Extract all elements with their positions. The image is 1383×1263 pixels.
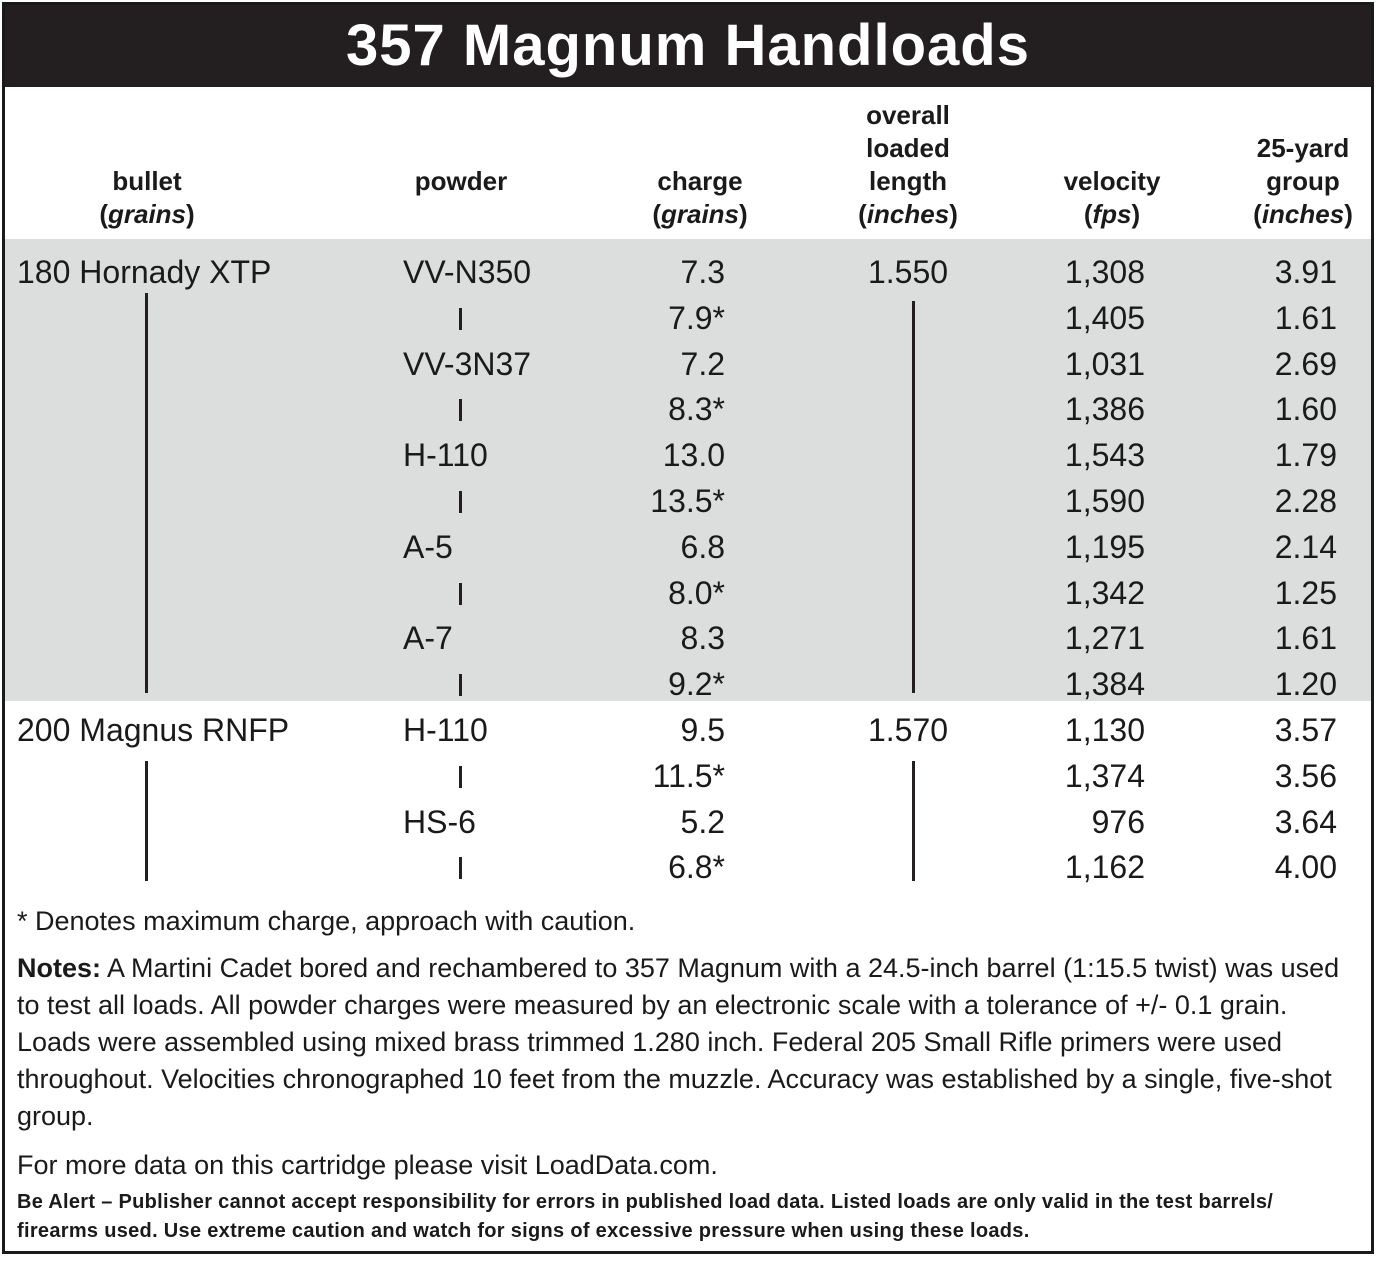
cell-group: 2.28 bbox=[1274, 483, 1337, 519]
bullet-continuation-line bbox=[145, 761, 148, 881]
header-bullet: bullet (grains) bbox=[99, 166, 195, 229]
table-row bbox=[5, 524, 1371, 570]
cell-charge: 9.5 bbox=[680, 712, 725, 748]
cell-group: 1.60 bbox=[1274, 391, 1337, 427]
caution-disclaimer: Be Alert – Publisher cannot accept responsibility for errors in published load data. Listed loads are only valid in the test barrels/ firearms used. Use extreme caution and watch for signs of excessive pressure when using these loads. bbox=[17, 1191, 1274, 1242]
oal-continuation-line bbox=[912, 761, 915, 881]
header-powder: powder bbox=[414, 166, 508, 196]
cell-group: 1.61 bbox=[1274, 620, 1337, 656]
bullet-continuation-line bbox=[145, 293, 148, 693]
powder-continuation-tick bbox=[459, 583, 462, 605]
cell-velocity: 1,543 bbox=[1064, 437, 1145, 473]
cell-powder: A-5 bbox=[403, 529, 453, 565]
table-row bbox=[5, 341, 1371, 387]
cell-charge: 6.8 bbox=[680, 529, 725, 565]
table-row bbox=[5, 753, 1371, 799]
cell-overall-length: 1.550 bbox=[867, 254, 949, 290]
cell-group: 1.20 bbox=[1274, 666, 1337, 702]
cell-powder: HS-6 bbox=[403, 804, 476, 840]
header-overall-loaded-length: overall loaded length (inches) bbox=[858, 100, 958, 229]
powder-continuation-tick bbox=[459, 399, 462, 421]
cell-charge: 5.2 bbox=[680, 804, 725, 840]
cell-group: 3.56 bbox=[1274, 758, 1337, 794]
header-charge: charge (grains) bbox=[652, 166, 748, 229]
cell-velocity: 976 bbox=[1091, 804, 1145, 840]
table-row bbox=[5, 844, 1371, 890]
cell-charge: 13.5* bbox=[650, 483, 725, 519]
cell-charge: 9.2* bbox=[668, 666, 725, 702]
more-data-link-text: For more data on this cartridge please visit LoadData.com. bbox=[17, 1150, 718, 1180]
table-row bbox=[5, 615, 1371, 661]
cell-group: 3.64 bbox=[1274, 804, 1337, 840]
cell-powder: A-7 bbox=[403, 620, 453, 656]
cell-bullet: 200 Magnus RNFP bbox=[17, 712, 290, 748]
header-velocity: velocity (fps) bbox=[1063, 166, 1161, 229]
cell-charge: 8.3 bbox=[680, 620, 725, 656]
cell-charge: 6.8* bbox=[668, 849, 725, 885]
cell-charge: 7.2 bbox=[680, 346, 725, 382]
cell-overall-length: 1.570 bbox=[867, 712, 949, 748]
notes-label: Notes: bbox=[17, 953, 102, 983]
table-row bbox=[5, 249, 1371, 295]
cell-group: 4.00 bbox=[1274, 849, 1337, 885]
cell-powder: VV-N350 bbox=[403, 254, 532, 290]
cell-velocity: 1,405 bbox=[1064, 300, 1145, 336]
powder-continuation-tick bbox=[459, 674, 462, 696]
cell-velocity: 1,386 bbox=[1064, 391, 1145, 427]
cell-group: 1.25 bbox=[1274, 575, 1337, 611]
page-title: 357 Magnum Handloads bbox=[5, 5, 1371, 87]
table-row bbox=[5, 432, 1371, 478]
notes-paragraph bbox=[17, 950, 1359, 1135]
cell-charge: 8.3* bbox=[668, 391, 725, 427]
cell-powder: VV-3N37 bbox=[403, 346, 532, 382]
table-row bbox=[5, 707, 1371, 753]
oal-continuation-line bbox=[912, 301, 915, 693]
cell-velocity: 1,384 bbox=[1064, 666, 1145, 702]
powder-continuation-tick bbox=[459, 766, 462, 788]
cell-velocity: 1,308 bbox=[1064, 254, 1145, 290]
cell-powder: H-110 bbox=[403, 712, 488, 748]
table-row bbox=[5, 570, 1371, 616]
cell-group: 1.61 bbox=[1274, 300, 1337, 336]
cell-velocity: 1,271 bbox=[1064, 620, 1145, 656]
powder-continuation-tick bbox=[459, 308, 462, 330]
table-row bbox=[5, 661, 1371, 707]
cell-velocity: 1,374 bbox=[1064, 758, 1145, 794]
cell-velocity: 1,590 bbox=[1064, 483, 1145, 519]
cell-charge: 8.0* bbox=[668, 575, 725, 611]
powder-continuation-tick bbox=[459, 491, 462, 513]
cell-powder: H-110 bbox=[403, 437, 488, 473]
cell-group: 1.79 bbox=[1274, 437, 1337, 473]
cell-charge: 11.5* bbox=[652, 758, 725, 794]
header-25-yard-group: 25-yard group (inches) bbox=[1253, 133, 1353, 229]
powder-continuation-tick bbox=[459, 857, 462, 879]
notes-text: A Martini Cadet bored and rechambered to 357 Magnum with a 24.5-inch barrel (1:15.5 twist) was used to test all loads. All powder charges were measured by an electronic scale with a tolerance of +/- 0.1 grain. Loads were assembled using mixed brass trimmed 1.280 inch. Federal 205 Small Rifle primers were used throughout. Velocities chronographed 10 feet from the muzzle. Accuracy was established by a single, five-shot group. bbox=[17, 953, 1340, 1131]
footnote-max-charge: * Denotes maximum charge, approach with caution. bbox=[17, 906, 636, 936]
cell-group: 3.57 bbox=[1274, 712, 1337, 748]
cell-velocity: 1,162 bbox=[1064, 849, 1145, 885]
column-headers bbox=[5, 89, 1371, 231]
table-row bbox=[5, 295, 1371, 341]
cell-group: 2.14 bbox=[1274, 529, 1337, 565]
cell-charge: 13.0 bbox=[662, 437, 725, 473]
cell-velocity: 1,031 bbox=[1064, 346, 1145, 382]
cell-velocity: 1,342 bbox=[1064, 575, 1145, 611]
cell-group: 3.91 bbox=[1274, 254, 1337, 290]
cell-velocity: 1,195 bbox=[1064, 529, 1145, 565]
cell-charge: 7.3 bbox=[680, 254, 725, 290]
table-row bbox=[5, 799, 1371, 845]
cell-bullet: 180 Hornady XTP bbox=[17, 254, 272, 290]
cell-group: 2.69 bbox=[1274, 346, 1337, 382]
cell-charge: 7.9* bbox=[668, 300, 725, 336]
table-row bbox=[5, 386, 1371, 432]
table-row bbox=[5, 478, 1371, 524]
load-data-panel bbox=[2, 2, 1374, 1254]
cell-velocity: 1,130 bbox=[1064, 712, 1145, 748]
